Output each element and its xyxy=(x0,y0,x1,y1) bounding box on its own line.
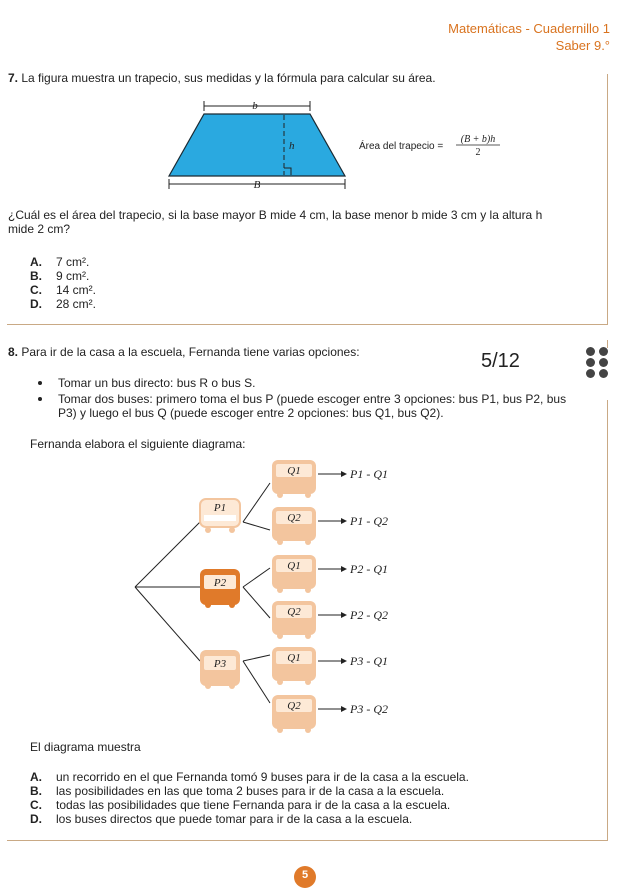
trapezoid-figure xyxy=(160,98,520,194)
label-q2: Q2 xyxy=(287,512,301,524)
option-letter: D. xyxy=(30,297,42,311)
header-title: Matemáticas - Cuadernillo 1 xyxy=(448,21,610,36)
right-rule-3 xyxy=(607,400,608,840)
option-letter: A. xyxy=(30,770,42,784)
label-p3: P3 xyxy=(213,658,227,670)
outcome-p2-q2: P2 - Q2 xyxy=(350,608,388,622)
label-q1: Q1 xyxy=(287,560,301,572)
bottom-divider xyxy=(7,840,608,841)
option-text: 9 cm². xyxy=(56,269,90,283)
formula-numerator: (B + b)h xyxy=(460,134,496,145)
option-text: un recorrido en el que Fernanda tomó 9 buses para ir de la casa a la escuela. xyxy=(56,770,469,784)
q8-bullet2-line1: Tomar dos buses: primero toma el bus P (puede escoger entre 3 opciones: bus P1, bus P2, bus xyxy=(58,392,567,406)
formula-label: Área del trapecio = xyxy=(359,141,444,152)
bus-q2-p2 xyxy=(272,601,316,639)
outcome-p2-q1: P2 - Q1 xyxy=(350,562,388,576)
outcome-arrows xyxy=(318,474,346,709)
option-text: las posibilidades en las que toma 2 buses para ir de la casa a la escuela. xyxy=(56,784,445,798)
label-q1: Q1 xyxy=(287,652,301,664)
bus-q2-p1 xyxy=(272,507,316,545)
q7-number: 7. xyxy=(8,71,19,85)
option-text: 7 cm². xyxy=(56,255,90,269)
question-divider xyxy=(7,324,608,325)
q8-diagram-caption: El diagrama muestra xyxy=(30,740,141,754)
right-rule xyxy=(607,74,608,324)
q7-option-d[interactable] xyxy=(30,297,96,311)
bus-q1-p2 xyxy=(272,555,316,593)
q8-option-b[interactable] xyxy=(30,784,444,798)
option-letter: B. xyxy=(30,269,42,283)
option-letter: A. xyxy=(30,255,42,269)
label-p1: P1 xyxy=(213,502,227,514)
bus-p2 xyxy=(200,569,240,608)
q7-question-line1: ¿Cuál es el área del trapecio, si la base mayor B mide 4 cm, la base menor b mide 3 cm y la altura h xyxy=(8,208,543,222)
bus-q2-p3 xyxy=(272,695,316,733)
q8-option-c[interactable] xyxy=(30,798,450,812)
bullet-dot xyxy=(38,397,42,401)
outcome-p1-q1: P1 - Q1 xyxy=(350,467,388,481)
q8-option-a[interactable] xyxy=(30,770,469,784)
bus-p3 xyxy=(200,650,240,689)
q8-bullet2-line2: P3) y luego el bus Q (puede escoger entre 2 opciones: bus Q1, bus Q2). xyxy=(58,406,444,420)
page-number: 5 xyxy=(294,866,316,888)
bus-p1 xyxy=(200,499,240,533)
label-b: b xyxy=(252,100,258,112)
q8-diagram-intro: Fernanda elabora el siguiente diagrama: xyxy=(30,437,246,451)
label-B: B xyxy=(253,179,261,191)
option-letter: C. xyxy=(30,283,42,297)
q7-option-a[interactable] xyxy=(30,255,89,269)
option-letter: C. xyxy=(30,798,42,812)
label-p2: P2 xyxy=(213,577,227,589)
q8-bullet1: Tomar un bus directo: bus R o bus S. xyxy=(58,376,256,390)
p-branches xyxy=(243,483,270,703)
q8-stem-text: Para ir de la casa a la escuela, Fernanda tiene varias opciones: xyxy=(21,345,360,359)
trapezoid-shape xyxy=(169,114,345,176)
page-indicator: 5/12 xyxy=(481,350,520,372)
option-letter: B. xyxy=(30,784,42,798)
root-branches xyxy=(135,522,200,661)
q8-stem xyxy=(8,345,360,359)
outcome-p3-q1: P3 - Q1 xyxy=(350,654,388,668)
option-letter: D. xyxy=(30,812,42,826)
option-text: 28 cm². xyxy=(56,297,97,311)
bullet-dot xyxy=(38,381,42,385)
label-q2: Q2 xyxy=(287,700,301,712)
label-h: h xyxy=(289,140,295,152)
bus-q1-p3 xyxy=(272,647,316,685)
formula-denominator: 2 xyxy=(475,147,481,158)
grid-menu-icon[interactable] xyxy=(586,347,614,379)
q7-question-line2: mide 2 cm? xyxy=(8,222,71,236)
q7-stem-text: La figura muestra un trapecio, sus medidas y la fórmula para calcular su área. xyxy=(21,71,436,85)
q8-number: 8. xyxy=(8,345,19,359)
option-text: los buses directos que puede tomar para ir de la casa a la escuela. xyxy=(56,812,413,826)
option-text: todas las posibilidades que tiene Fernanda para ir de la casa a la escuela. xyxy=(56,798,451,812)
q7-stem xyxy=(8,71,436,85)
outcome-p3-q2: P3 - Q2 xyxy=(350,702,388,716)
q7-option-c[interactable] xyxy=(30,283,96,297)
tree-diagram xyxy=(120,455,420,745)
option-text: 14 cm². xyxy=(56,283,97,297)
label-q2: Q2 xyxy=(287,606,301,618)
bus-q1-p1 xyxy=(272,460,316,498)
header-subtitle: Saber 9.° xyxy=(555,38,610,53)
q7-option-b[interactable] xyxy=(30,269,89,283)
q8-option-d[interactable] xyxy=(30,812,412,826)
label-q1: Q1 xyxy=(287,465,301,477)
outcome-p1-q2: P1 - Q2 xyxy=(350,514,388,528)
